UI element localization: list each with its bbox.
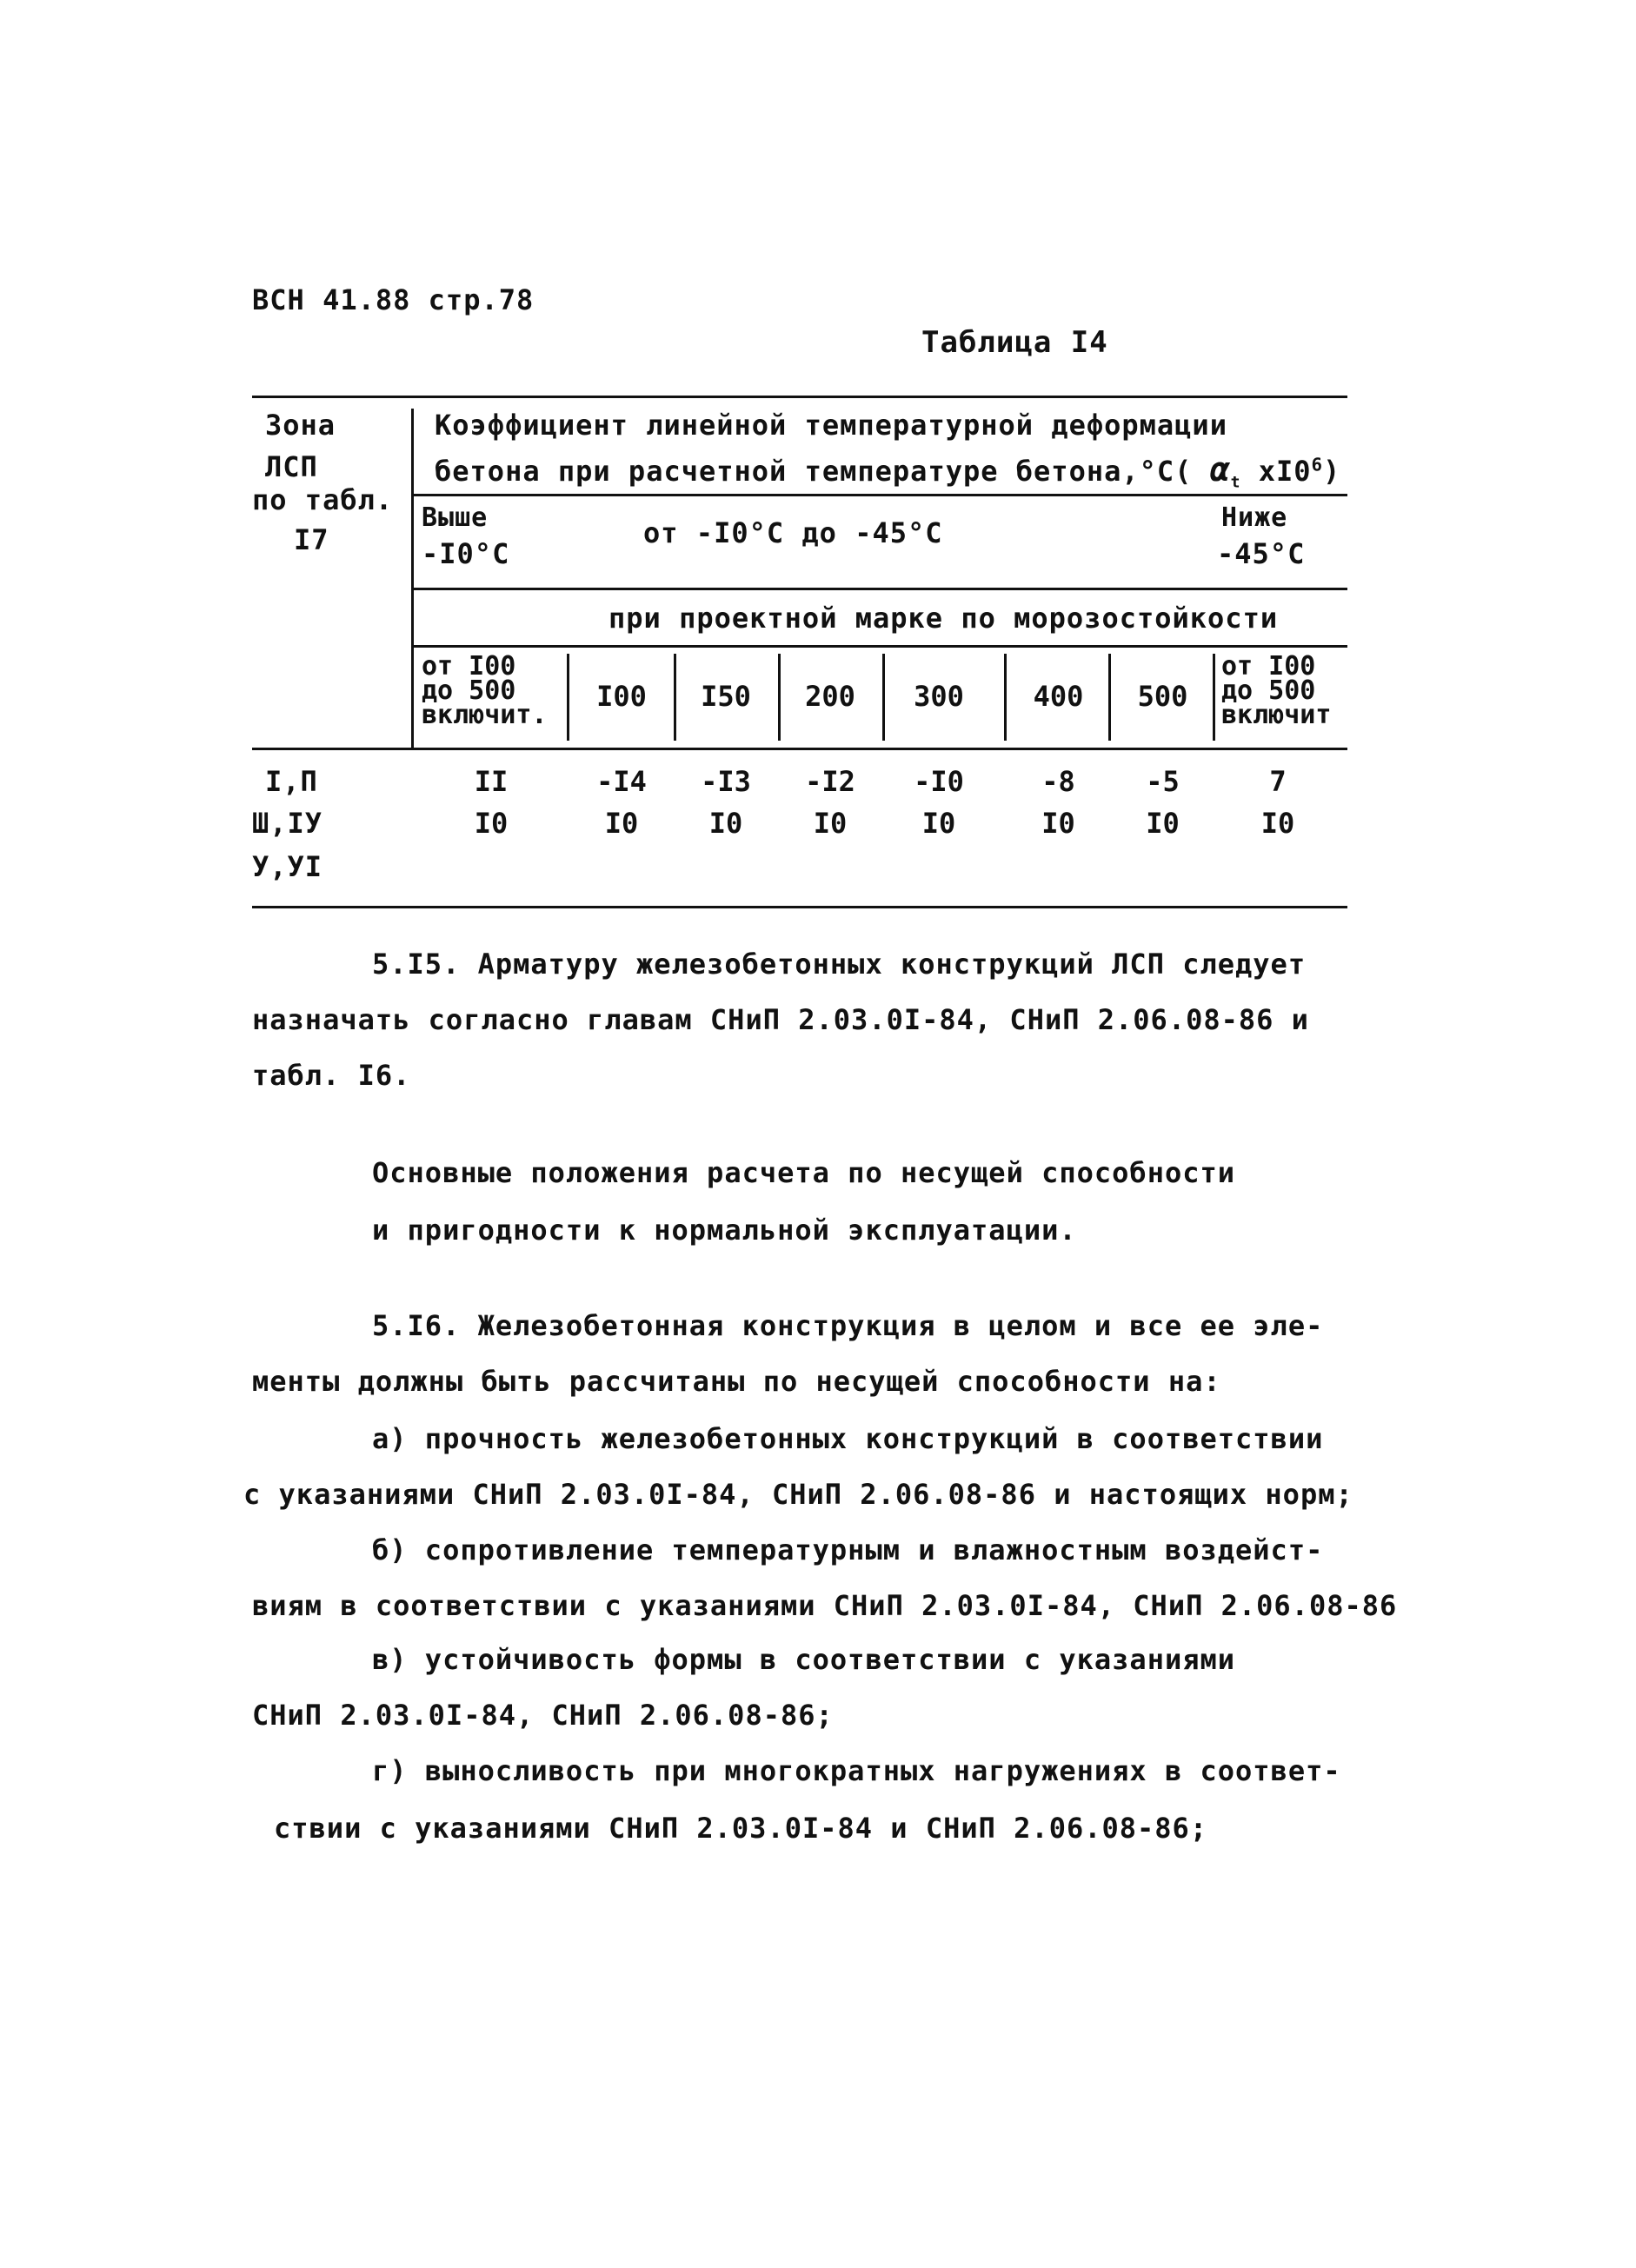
mark-200: 200 (805, 680, 855, 713)
row-value: -5 (1146, 765, 1180, 798)
sub-first-line2: до 500 (422, 675, 516, 706)
sub-first-line1: от I00 (422, 651, 516, 682)
sub-last-line1: от I00 (1221, 651, 1316, 682)
row-value: II (474, 765, 509, 798)
sub-divider-6 (1108, 654, 1111, 741)
paragraph-5-15-line1: 5.I5. Арматуру железобетонных конструкций ЛСП следует (372, 948, 1307, 981)
table-top-rule (252, 396, 1347, 398)
above-label: Выше (422, 502, 489, 533)
coef-title-line2: бетона при расчетной температуре бетона,°С( $\alpha_t$ $xI0^6$) (435, 450, 1341, 492)
below-label: Ниже (1221, 502, 1288, 533)
mark-500: 500 (1137, 680, 1188, 713)
row-value: I0 (474, 807, 509, 840)
range-rule (413, 588, 1347, 590)
zone-header-line3: по табл. (252, 483, 394, 516)
frost-rule (413, 645, 1347, 648)
below-value: -45°С (1217, 537, 1306, 570)
sub-divider-7 (1213, 654, 1215, 741)
row-value: I0 (1041, 807, 1075, 840)
sub-divider-1 (567, 654, 569, 741)
zone-header-line1: Зона (265, 409, 336, 442)
header-bottom-rule (252, 748, 1347, 750)
sub-divider-3 (778, 654, 781, 741)
mark-100: I00 (596, 680, 647, 713)
sub-divider-4 (882, 654, 885, 741)
item-g-line1: г) выносливость при многократных нагружениях в соответ- (372, 1754, 1341, 1787)
table-bottom-rule (252, 906, 1347, 908)
sub-last-line2: до 500 (1221, 675, 1316, 706)
frost-resistance-label: при проектной марке по морозостойкости (609, 602, 1279, 635)
row-value: I0 (813, 807, 848, 840)
coef-exponent: 6 (1311, 454, 1324, 476)
item-a-line2: с указаниями СНиП 2.03.0I-84, СНиП 2.06.08-86 и настоящих норм; (243, 1478, 1353, 1511)
document-reference: ВСН 41.88 стр.78 (252, 283, 535, 316)
row-value: -8 (1041, 765, 1075, 798)
range-label: от -I0°С до -45°С (643, 516, 943, 549)
row-zone: I,П (265, 765, 318, 798)
row-value: -I0 (914, 765, 964, 798)
paragraph-5-15-line3: табл. I6. (252, 1059, 411, 1092)
item-b-line1: б) сопротивление температурным и влажностным воздейст- (372, 1533, 1324, 1566)
mark-400: 400 (1033, 680, 1084, 713)
paragraph-5-15-line2: назначать согласно главам СНиП 2.03.0I-84, СНиП 2.06.08-86 и (252, 1003, 1309, 1036)
table-label: Таблица I4 (921, 325, 1108, 360)
row-value: -I2 (805, 765, 855, 798)
coef-title-text: бетона при расчетной температуре бетона,°С( (435, 455, 1193, 488)
sub-divider-5 (1004, 654, 1007, 741)
row-value: I0 (604, 807, 639, 840)
sub-divider-2 (674, 654, 676, 741)
item-g-line2: ствии с указаниями СНиП 2.03.0I-84 и СНиП 2.06.08-86; (274, 1812, 1208, 1845)
above-value: -I0°С (422, 537, 510, 570)
coef-multiplier: xI0 (1258, 455, 1312, 488)
paragraph-5-16-line2: менты должны быть рассчитаны по несущей способности на: (252, 1365, 1221, 1398)
item-a-line1: а) прочность железобетонных конструкций в соответствии (372, 1422, 1324, 1455)
mark-150: I50 (701, 680, 751, 713)
row-value: I0 (1260, 807, 1295, 840)
coef-close: ) (1323, 455, 1341, 488)
section-heading-line2: и пригодности к нормальной эксплуатации. (372, 1214, 1077, 1247)
row-value: I0 (921, 807, 956, 840)
row-value: -I4 (596, 765, 647, 798)
zone-column-divider (411, 409, 414, 748)
row-value: I0 (708, 807, 743, 840)
mark-300: 300 (914, 680, 964, 713)
section-heading-line1: Основные положения расчета по несущей способности (372, 1156, 1236, 1189)
alpha-symbol: α (1209, 450, 1231, 489)
title-rule (413, 494, 1347, 496)
zone-header-line2: ЛСП (265, 450, 318, 483)
item-v-line1: в) устойчивость формы в соответствии с указаниями (372, 1643, 1236, 1676)
sub-first-line3: включит. (422, 700, 548, 730)
zone-header-line4: I7 (294, 523, 329, 556)
item-b-line2: виям в соответствии с указаниями СНиП 2.03.0I-84, СНиП 2.06.08-86 (252, 1589, 1398, 1622)
sub-last-line3: включит (1221, 700, 1332, 730)
row-value: 7 (1269, 765, 1287, 798)
row-zone: У,УI (252, 850, 323, 883)
row-value: -I3 (701, 765, 751, 798)
row-zone: Ш,IУ (252, 807, 323, 840)
coef-title-line1: Коэффициент линейной температурной деформации (435, 409, 1227, 442)
paragraph-5-16-line1: 5.I6. Железобетонная конструкция в целом и все ее эле- (372, 1309, 1324, 1342)
item-v-line2: СНиП 2.03.0I-84, СНиП 2.06.08-86; (252, 1699, 834, 1732)
row-value: I0 (1146, 807, 1180, 840)
